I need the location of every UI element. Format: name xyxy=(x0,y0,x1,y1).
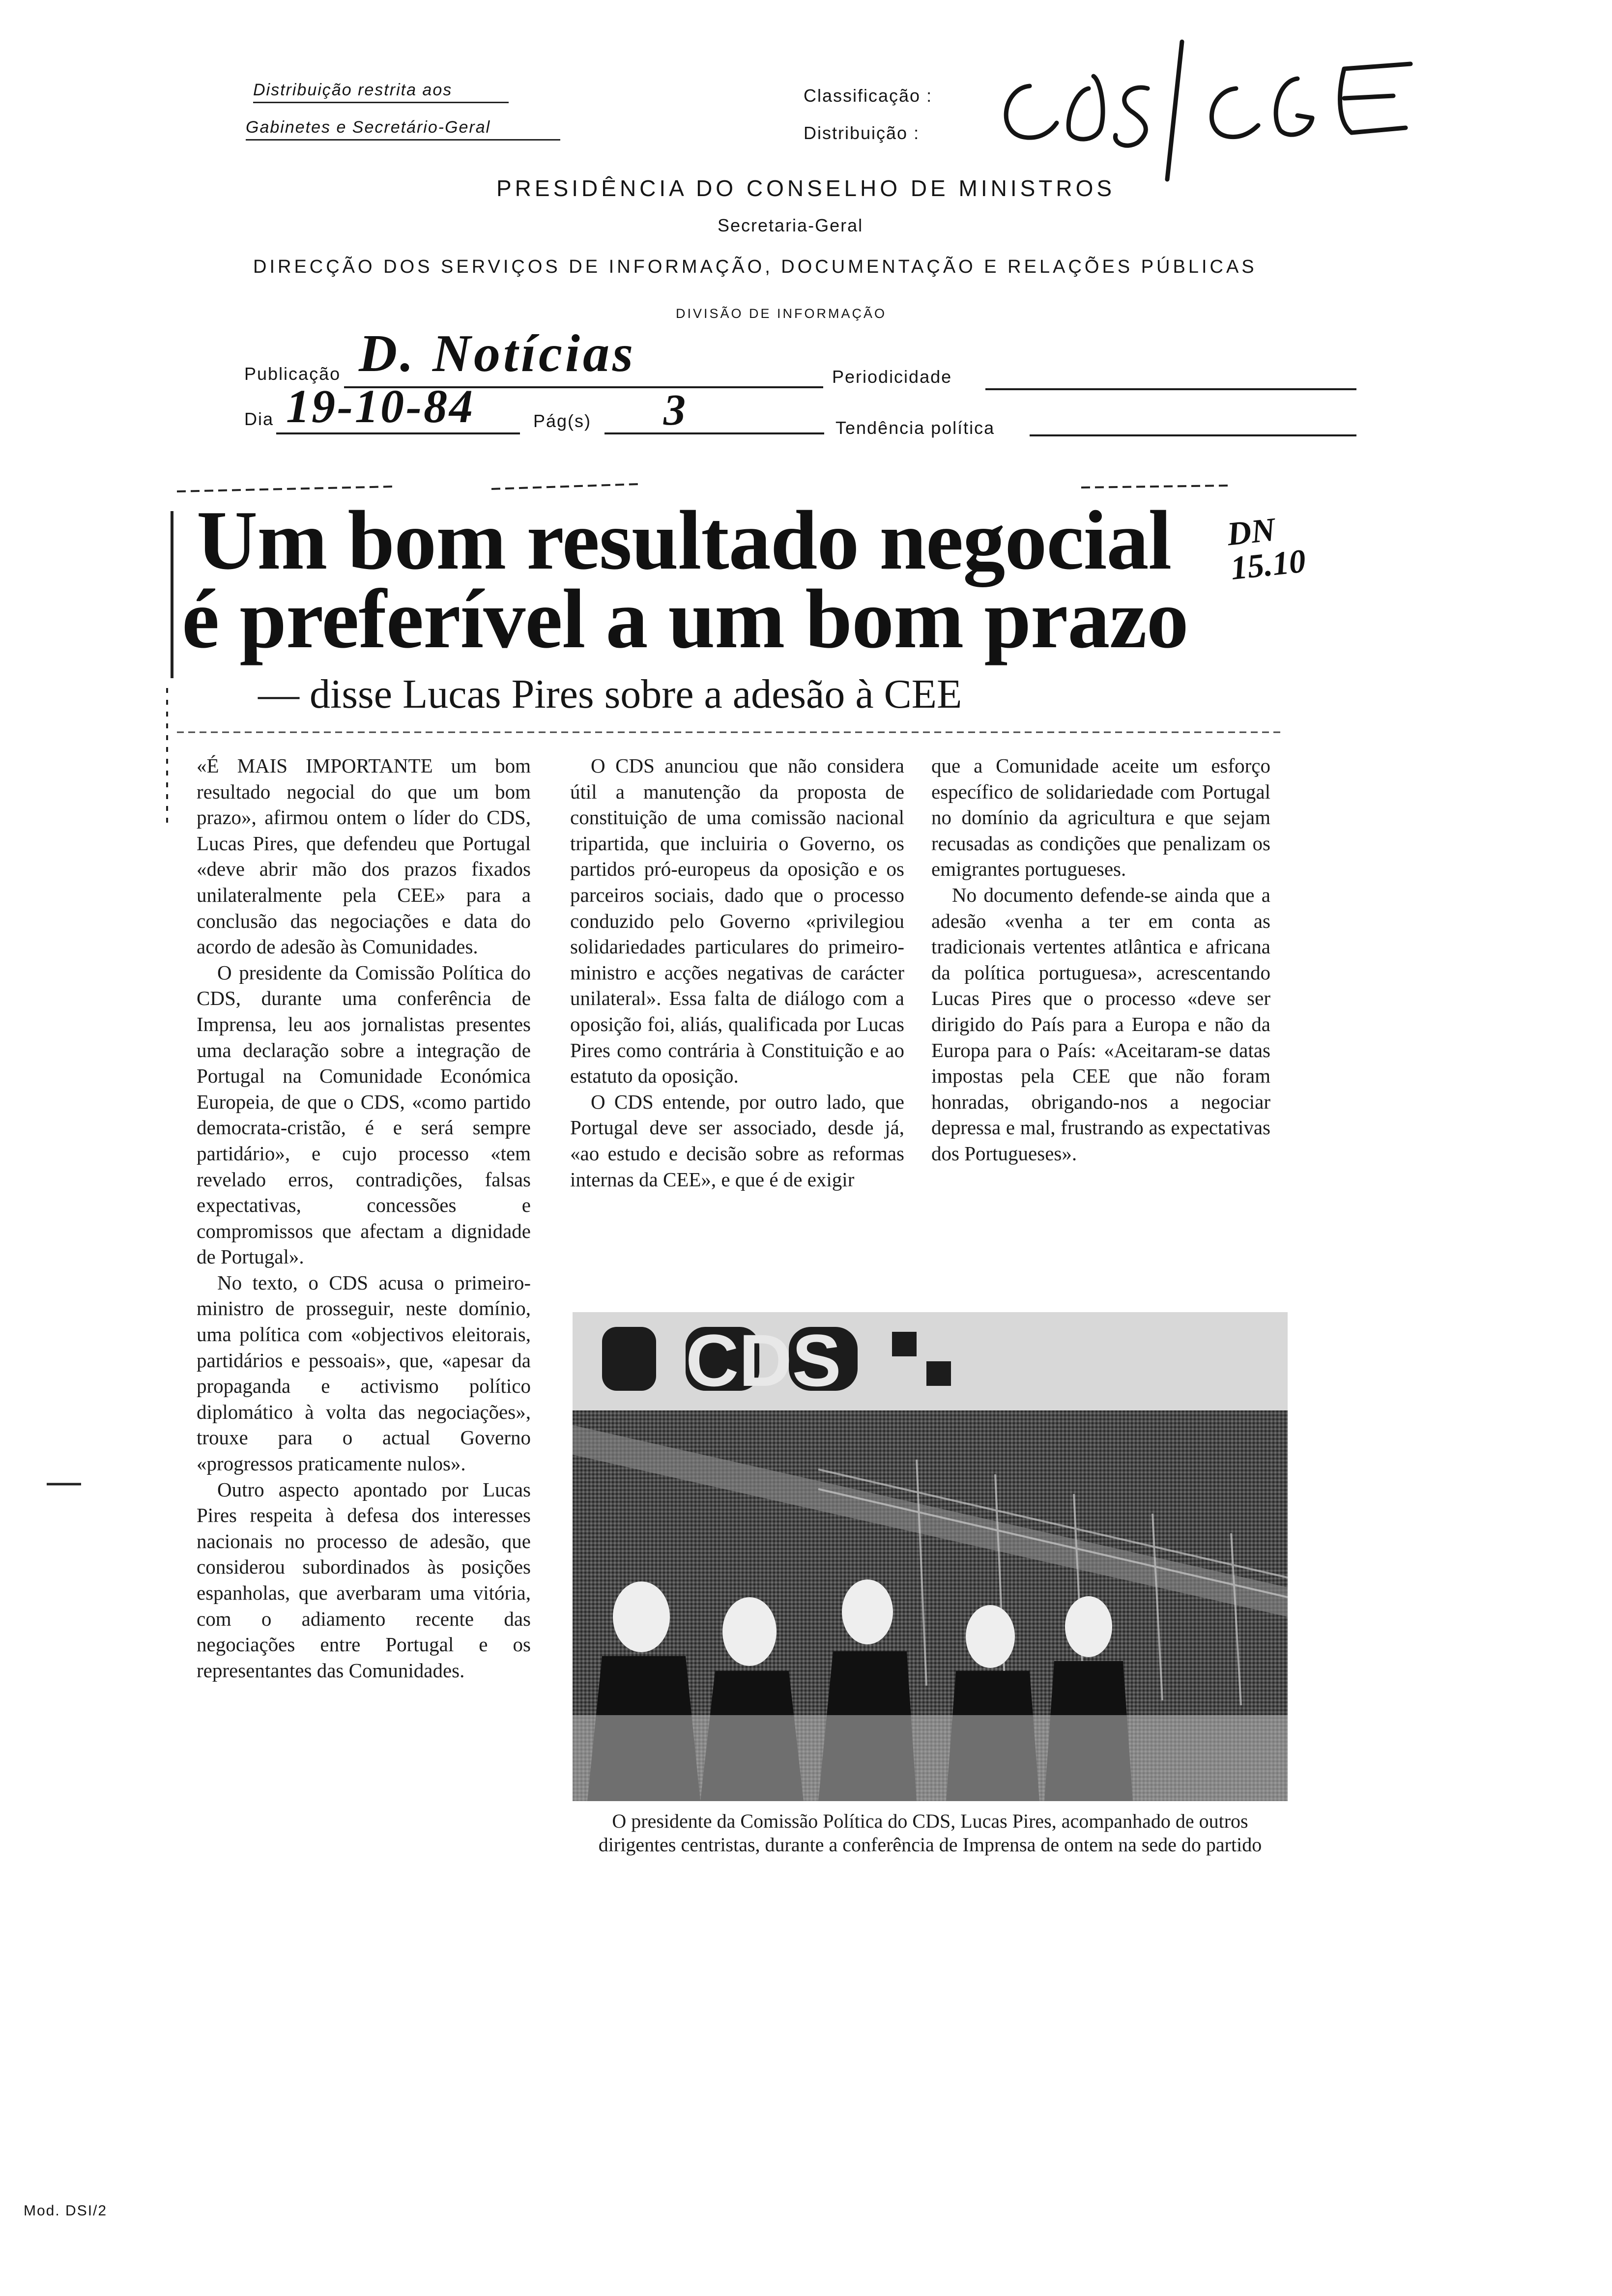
form-code: Mod. DSI/2 xyxy=(24,2203,108,2219)
directorate-title: DIRECÇÃO DOS SERVIÇOS DE INFORMAÇÃO, DOCUMENTAÇÃO E RELAÇÕES PÚBLICAS xyxy=(253,257,1257,277)
column1-paragraph-2: O presidente da Comissão Política do CDS, durante uma conferência de Imprensa, leu aos jornalistas presentes uma declaração sobre a integração de Portugal na Comunidade Económica Europeia, de que o CDS, «como partido democrata-cristão, é e será sempre partidário», e cujo processo «tem revelado erros, contradições, falsas expectativas, concessões e compromissos que afectam a dignidade de Portugal». xyxy=(197,961,531,1268)
column1-paragraph-1: «É MAIS IMPORTANTE um bom resultado negocial do que um bom prazo», afirmou ontem o líder do CDS, Lucas Pires, que defendeu que Portugal «deve abrir mão dos prazos fixados unilateralmente pela CEE» para a conclusão das negociações e data do acordo de adesão às Comunidades. xyxy=(197,754,531,958)
photo-illustration xyxy=(573,1312,1288,1801)
headline-line2: é preferível a um bom prazo xyxy=(182,573,1188,666)
headline-line1: Um bom resultado negocial xyxy=(197,494,1172,587)
column3-paragraph-1: que a Comunidade aceite um esforço específico de solidariedade com Portugal no domínio da agricultura e que sejam recusadas as condições que penalizam os emigrantes portugueses. xyxy=(931,754,1270,881)
periodicity-label: Periodicidade xyxy=(832,367,952,387)
secretariat-title: Secretaria-Geral xyxy=(718,215,864,235)
handwritten-classification-mark xyxy=(983,29,1425,187)
article-column-1 xyxy=(197,753,531,1683)
column2-paragraph-2: O CDS entende, por outro lado, que Portugal deve ser associado, desde já, «ao estudo e decisão sobre as reformas internas da CEE», e que é de exigir xyxy=(570,1090,904,1191)
photo-caption: O presidente da Comissão Política do CDS, Lucas Pires, acompanhado de outros dirigentes centristas, durante a conferência de Imprensa de ontem na sede do partido xyxy=(598,1810,1262,1856)
day-field xyxy=(276,380,520,434)
margin-annotation: DN 15.10 xyxy=(1225,510,1308,587)
distribution-note-line2: Gabinetes e Secretário-Geral xyxy=(246,118,560,141)
tendency-field xyxy=(1030,415,1356,436)
article-column-3 xyxy=(931,753,1270,1167)
institution-title: PRESIDÊNCIA DO CONSELHO DE MINISTROS xyxy=(496,175,1116,201)
press-conference-photo xyxy=(573,1312,1288,1801)
distribution-label: Distribuição : xyxy=(804,123,920,143)
article-column-2 xyxy=(570,753,904,1192)
publication-value: D. Notícias xyxy=(359,324,636,383)
subheadline-rule xyxy=(177,726,1283,741)
distribution-note-line1: Distribuição restrita aos xyxy=(253,81,509,103)
column2-paragraph-1: O CDS anunciou que não considera útil a manutenção da proposta de constituição de uma comissão nacional tripartida, que incluiria o Governo, os partidos pró-europeus da oposição e os parceiros sociais, dado que o processo conduzido pelo Governo «privilegiou solidariedades particulares do primeiro-ministro e acções negativas de carácter unilateral». Essa falta de diálogo com a oposição foi, aliás, qualificada por Lucas Pires como contrária à Constituição e ao estatuto da oposição. xyxy=(570,754,904,1088)
photo-banner-text: CDS xyxy=(686,1319,841,1402)
day-value: 19-10-84 xyxy=(286,380,475,432)
periodicity-field xyxy=(985,364,1356,390)
pages-label: Pág(s) xyxy=(533,411,592,431)
pages-field xyxy=(604,386,824,434)
subheadline: — disse Lucas Pires sobre a adesão à CEE xyxy=(258,671,962,717)
day-label: Dia xyxy=(244,409,274,429)
column1-paragraph-3: No texto, o CDS acusa o primeiro-ministro de prosseguir, neste domínio, uma política com «objectivos eleitorais, partidários e pessoais», que, «apesar da propaganda e activismo político diplomático à volta das negociações», trouxe para o actual Governo «progressos praticamente nulos». xyxy=(197,1271,531,1475)
division-title: DIVISÃO DE INFORMAÇÃO xyxy=(676,306,887,321)
pages-value: 3 xyxy=(663,386,686,434)
publication-label: Publicação xyxy=(244,364,341,384)
classification-label: Classificação : xyxy=(804,86,933,106)
tendency-label: Tendência política xyxy=(835,418,995,438)
stray-mark xyxy=(44,1479,84,1489)
column3-paragraph-2: No documento defende-se ainda que a adesão «venha a ter em conta as tradicionais vertentes atlântica e africana da política portuguesa», acrescentando Lucas Pires que o processo «deve ser dirigido do País para a Europa e não da Europa para o País: «Aceitaram-se datas impostas pela CEE que não foram honradas, obrigando-nos a negociar depressa e mal, frustrando as expectativas dos Portugueses». xyxy=(931,883,1270,1165)
column1-paragraph-4: Outro aspecto apontado por Lucas Pires respeita à defesa dos interesses nacionais no processo de adesão, que considerou subordinados às posições espanholas, que averbaram uma vitória, com o adiamento recente das negociações entre Portugal e os representantes das Comunidades. xyxy=(197,1478,531,1682)
